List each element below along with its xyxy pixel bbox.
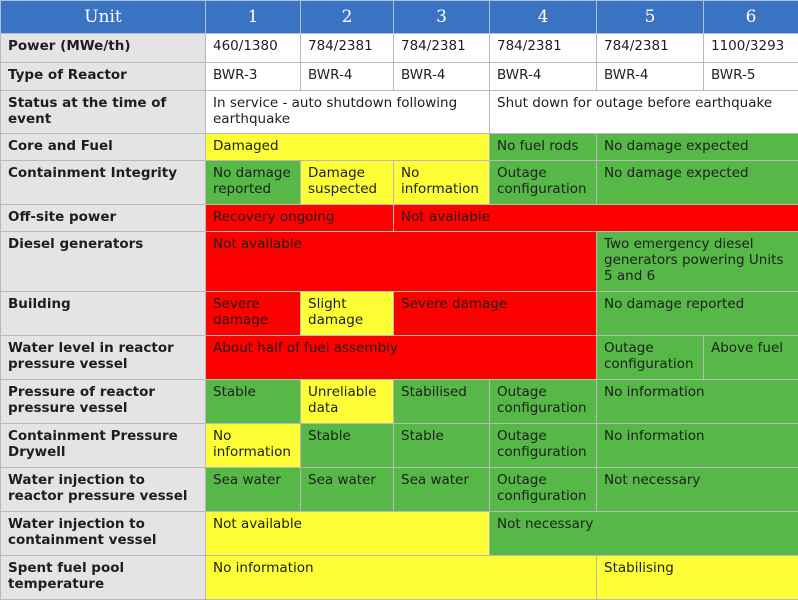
pressure-rpv-unit-2: Unreliable data bbox=[301, 380, 394, 424]
unit-6-header: 6 bbox=[704, 1, 798, 34]
water-level-unit-5: Outage configuration bbox=[597, 336, 704, 380]
type-unit-3: BWR-4 bbox=[394, 63, 490, 91]
containment-units-5-6: No damage expected bbox=[597, 161, 798, 205]
water-level-row bbox=[1, 336, 798, 380]
water-level-unit-6: Above fuel bbox=[704, 336, 798, 380]
spent-fuel-units-5-6: Stabilising bbox=[597, 556, 798, 600]
core-units-5-6: No damage expected bbox=[597, 134, 798, 161]
pressure-rpv-row bbox=[1, 380, 798, 424]
injection-containment-units-4-6: Not necessary bbox=[490, 512, 798, 556]
row-label: Status at the time of event bbox=[1, 91, 206, 134]
pressure-drywell-row bbox=[1, 424, 798, 468]
power-unit-4: 784/2381 bbox=[490, 34, 597, 63]
type-unit-2: BWR-4 bbox=[301, 63, 394, 91]
type-unit-5: BWR-4 bbox=[597, 63, 704, 91]
drywell-unit-3: Stable bbox=[394, 424, 490, 468]
containment-integrity-row bbox=[1, 161, 798, 205]
row-label: Off-site power bbox=[1, 205, 206, 232]
diesel-units-1-4: Not available bbox=[206, 232, 597, 292]
row-label: Type of Reactor bbox=[1, 63, 206, 91]
building-units-3-4: Severe damage bbox=[394, 292, 597, 336]
injection-containment-units-1-3: Not available bbox=[206, 512, 490, 556]
row-label: Water injection to reactor pressure vessel bbox=[1, 468, 206, 512]
row-label: Pressure of reactor pressure vessel bbox=[1, 380, 206, 424]
unit-3-header: 3 bbox=[394, 1, 490, 34]
diesel-generators-row bbox=[1, 232, 798, 292]
unit-1-header: 1 bbox=[206, 1, 301, 34]
type-unit-4: BWR-4 bbox=[490, 63, 597, 91]
pressure-rpv-unit-3: Stabilised bbox=[394, 380, 490, 424]
injection-rpv-row bbox=[1, 468, 798, 512]
row-label: Containment Pressure Drywell bbox=[1, 424, 206, 468]
injection-rpv-unit-2: Sea water bbox=[301, 468, 394, 512]
offsite-units-3-6: Not available bbox=[394, 205, 798, 232]
status-row bbox=[1, 91, 798, 134]
building-unit-1: Severe damage bbox=[206, 292, 301, 336]
type-unit-6: BWR-5 bbox=[704, 63, 798, 91]
building-units-5-6: No damage reported bbox=[597, 292, 798, 336]
power-unit-2: 784/2381 bbox=[301, 34, 394, 63]
pressure-rpv-unit-1: Stable bbox=[206, 380, 301, 424]
containment-unit-1: No damage reported bbox=[206, 161, 301, 205]
unit-2-header: 2 bbox=[301, 1, 394, 34]
header-row bbox=[1, 1, 798, 34]
injection-rpv-units-5-6: Not necessary bbox=[597, 468, 798, 512]
unit-header: Unit bbox=[1, 1, 206, 34]
diesel-units-5-6: Two emergency diesel generators powering Units 5 and 6 bbox=[597, 232, 798, 292]
power-unit-5: 784/2381 bbox=[597, 34, 704, 63]
row-label: Water injection to containment vessel bbox=[1, 512, 206, 556]
row-label: Containment Integrity bbox=[1, 161, 206, 205]
core-units-1-3: Damaged bbox=[206, 134, 490, 161]
containment-unit-2: Damage suspected bbox=[301, 161, 394, 205]
offsite-power-row bbox=[1, 205, 798, 232]
injection-containment-row bbox=[1, 512, 798, 556]
power-row bbox=[1, 34, 798, 63]
core-fuel-row bbox=[1, 134, 798, 161]
injection-rpv-unit-1: Sea water bbox=[206, 468, 301, 512]
row-label: Core and Fuel bbox=[1, 134, 206, 161]
spent-fuel-row bbox=[1, 556, 798, 600]
injection-rpv-unit-3: Sea water bbox=[394, 468, 490, 512]
reactor-type-row bbox=[1, 63, 798, 91]
row-label: Power (MWe/th) bbox=[1, 34, 206, 63]
spent-fuel-units-1-4: No information bbox=[206, 556, 597, 600]
power-unit-1: 460/1380 bbox=[206, 34, 301, 63]
row-label: Spent fuel pool temperature bbox=[1, 556, 206, 600]
containment-unit-3: No information bbox=[394, 161, 490, 205]
drywell-unit-2: Stable bbox=[301, 424, 394, 468]
type-unit-1: BWR-3 bbox=[206, 63, 301, 91]
power-unit-6: 1100/3293 bbox=[704, 34, 798, 63]
injection-rpv-unit-4: Outage configuration bbox=[490, 468, 597, 512]
water-level-units-1-4: About half of fuel assembly bbox=[206, 336, 597, 380]
offsite-units-1-2: Recovery ongoing bbox=[206, 205, 394, 232]
drywell-unit-4: Outage configuration bbox=[490, 424, 597, 468]
status-units-4-6: Shut down for outage before earthquake bbox=[490, 91, 798, 134]
power-unit-3: 784/2381 bbox=[394, 34, 490, 63]
row-label: Diesel generators bbox=[1, 232, 206, 292]
core-unit-4: No fuel rods bbox=[490, 134, 597, 161]
row-label: Building bbox=[1, 292, 206, 336]
building-row bbox=[1, 292, 798, 336]
unit-5-header: 5 bbox=[597, 1, 704, 34]
containment-unit-4: Outage configuration bbox=[490, 161, 597, 205]
row-label: Water level in reactor pressure vessel bbox=[1, 336, 206, 380]
building-unit-2: Slight damage bbox=[301, 292, 394, 336]
drywell-units-5-6: No information bbox=[597, 424, 798, 468]
unit-4-header: 4 bbox=[490, 1, 597, 34]
status-units-1-3: In service - auto shutdown following earthquake bbox=[206, 91, 490, 134]
drywell-unit-1: No information bbox=[206, 424, 301, 468]
pressure-rpv-unit-4: Outage configuration bbox=[490, 380, 597, 424]
pressure-rpv-units-5-6: No information bbox=[597, 380, 798, 424]
